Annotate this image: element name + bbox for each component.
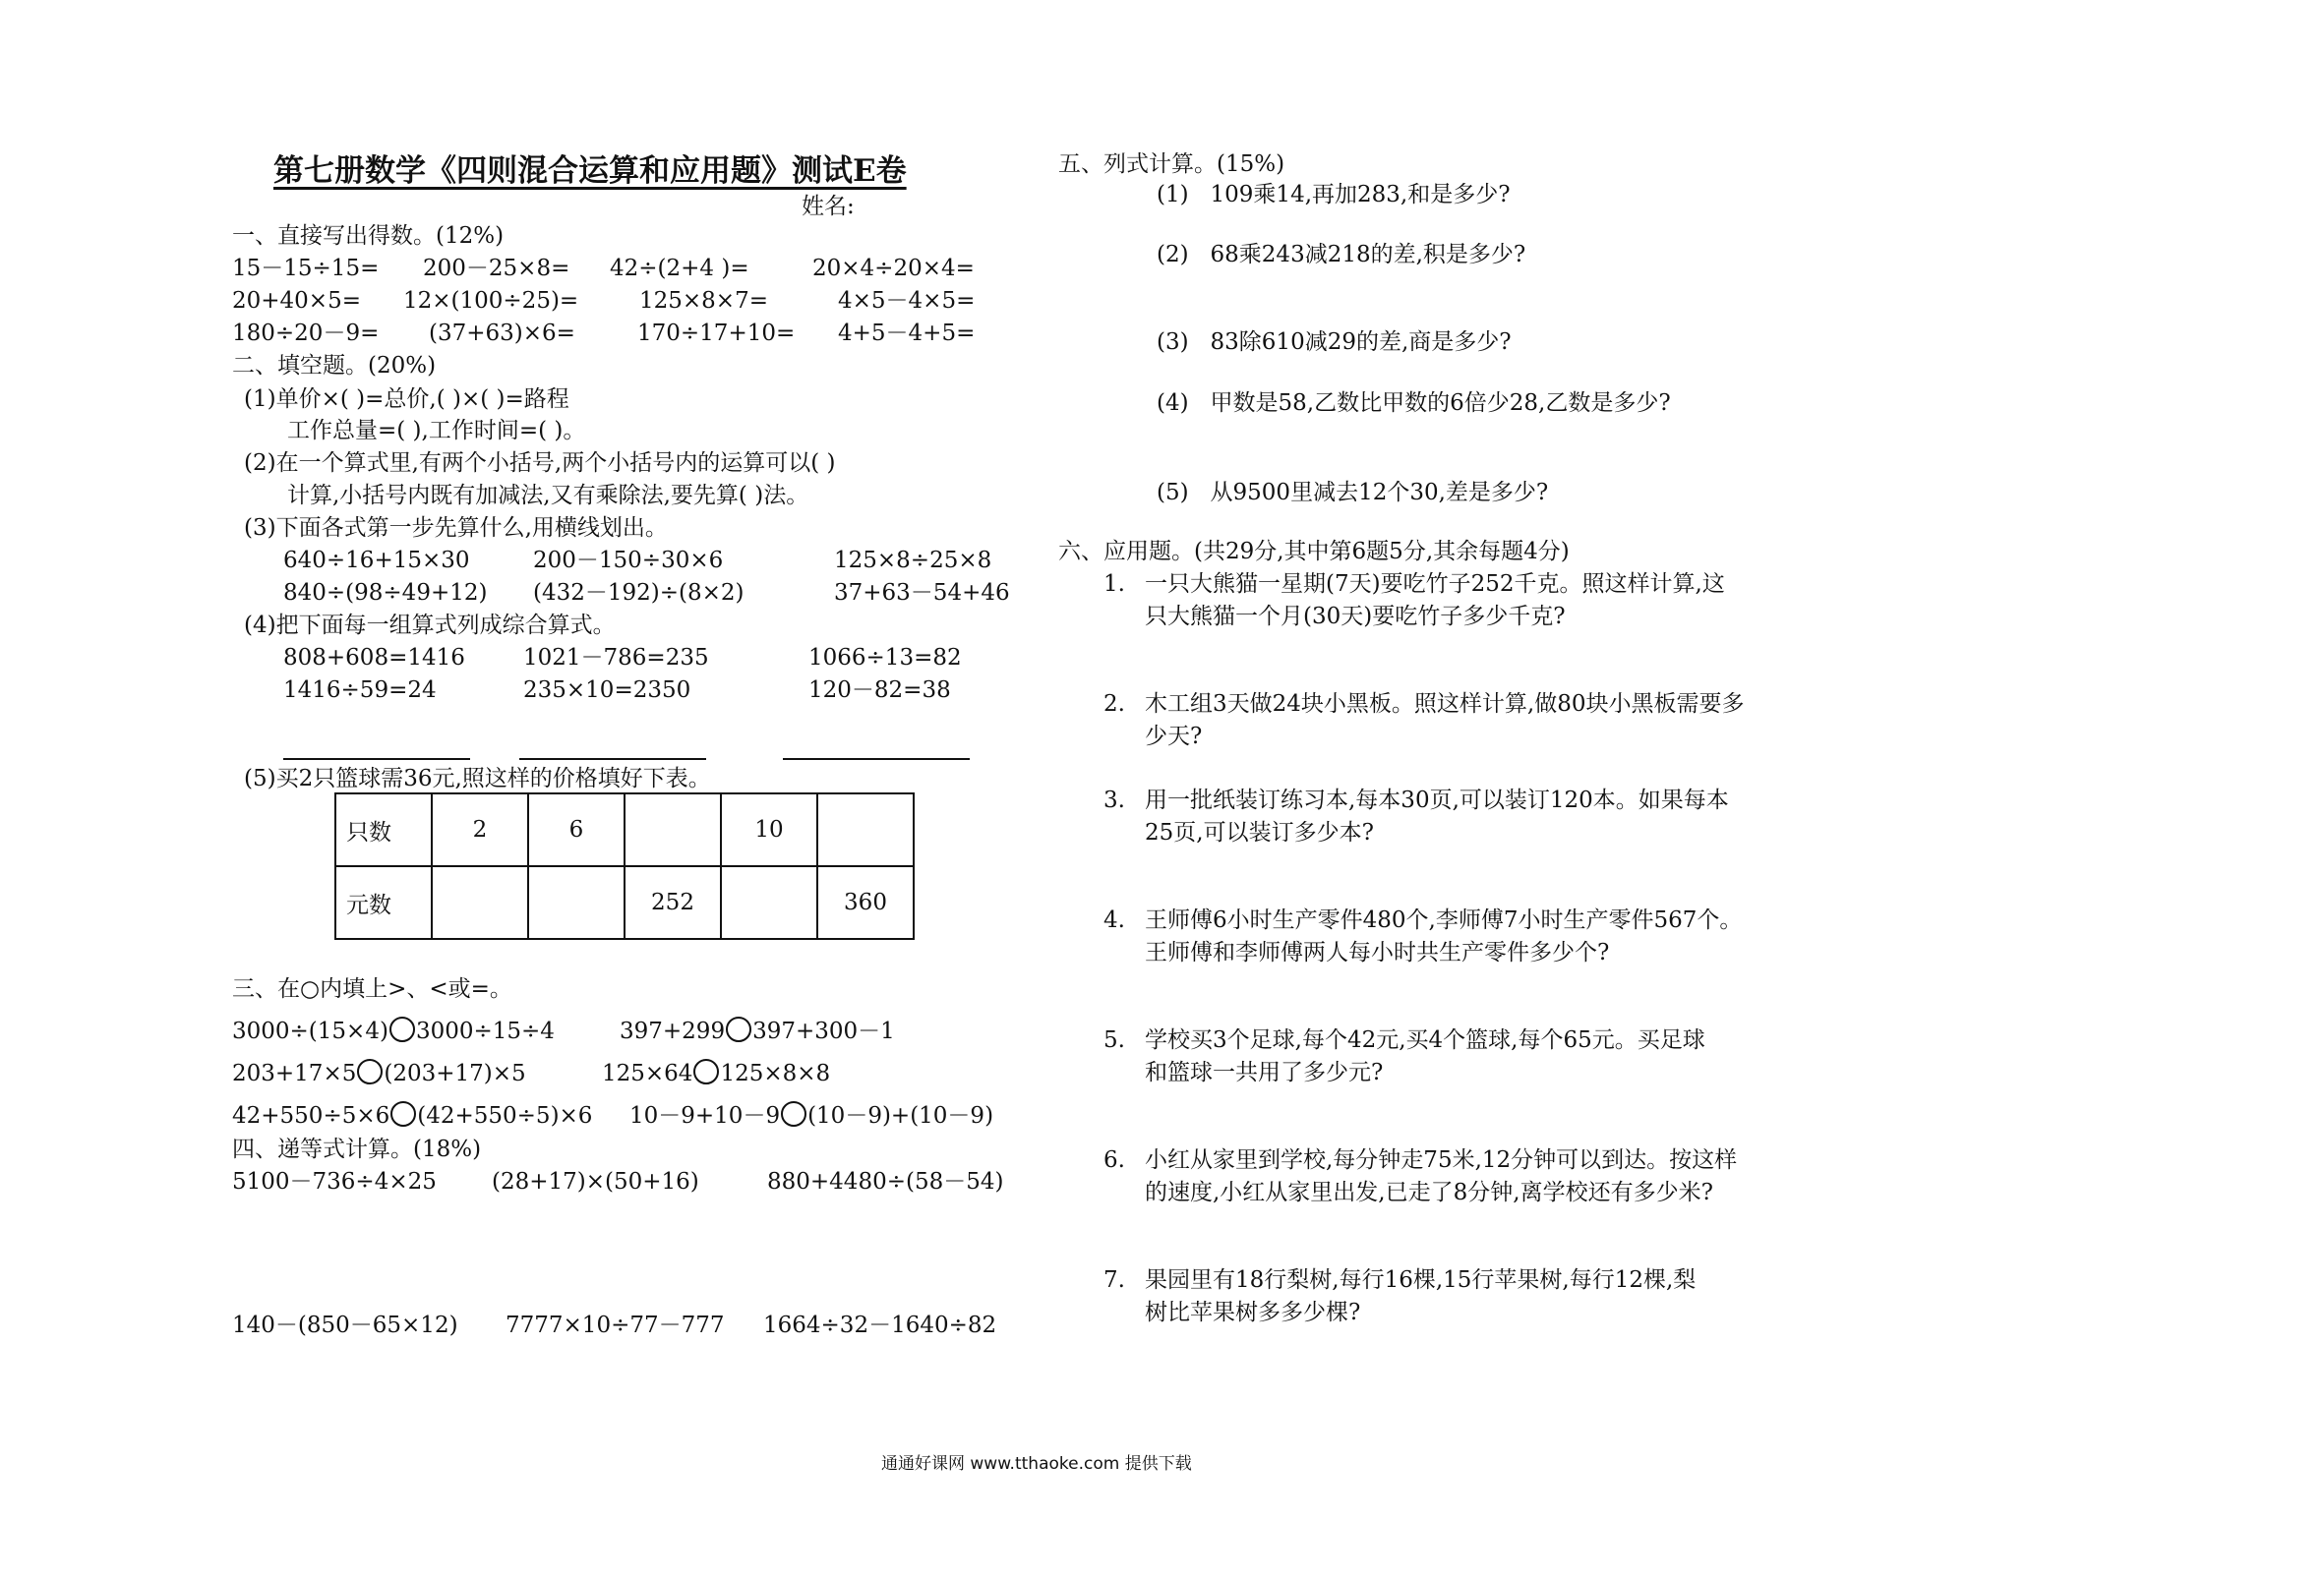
sec2-q4-item: 1416÷59=24 <box>283 677 437 703</box>
item-text: 68乘243减218的差,积是多少? <box>1210 242 1526 267</box>
sec2-q3-item: 125×8÷25×8 <box>834 548 992 573</box>
problem-line: 王师傅和李师傅两人每小时共生产零件多少个? <box>1145 940 1610 965</box>
sec2-q3-heading: (3)下面各式第一步先算什么,用横线划出。 <box>244 515 668 541</box>
sec2-q5-heading: (5)买2只篮球需36元,照这样的价格填好下表。 <box>244 766 711 791</box>
compare-left: 42+550÷5×6 <box>232 1103 390 1129</box>
sec1-item: 200－25×8= <box>423 256 570 281</box>
problem-line: 王师傅6小时生产零件480个,李师傅7小时生产零件567个。 <box>1145 907 1743 933</box>
sec2-q3-item: 37+63－54+46 <box>834 580 1010 606</box>
problem-line: 小红从家里到学校,每分钟走75米,12分钟可以到达。按这样 <box>1145 1147 1738 1173</box>
sec2-q4-item: 120－82=38 <box>808 677 951 703</box>
sec2-q2-line2: 计算,小括号内既有加减法,又有乘除法,要先算( )法。 <box>287 483 809 508</box>
sec1-item: 12×(100÷25)= <box>403 288 579 314</box>
problem-line: 木工组3天做24块小黑板。照这样计算,做80块小黑板需要多 <box>1145 691 1745 717</box>
sec5-item <box>1157 181 1511 208</box>
table-cell <box>432 866 528 939</box>
sec1-item: 4+5－4+5= <box>838 321 976 346</box>
compare-row <box>232 1017 555 1045</box>
compare-left: 203+17×5 <box>232 1061 357 1086</box>
problem-line: 树比苹果树多多少棵? <box>1145 1300 1361 1325</box>
problem-line: 果园里有18行梨树,每行16棵,15行苹果树,每行12棵,梨 <box>1145 1267 1697 1293</box>
sec1-item: 170÷17+10= <box>637 321 796 346</box>
table-cell <box>528 866 625 939</box>
item-number: (1) <box>1157 182 1189 207</box>
footer-source: 通通好课网 www.tthaoke.com 提供下载 <box>881 1454 1192 1474</box>
problem-line: 和篮球一共用了多少元? <box>1145 1060 1384 1085</box>
compare-row <box>602 1059 830 1087</box>
problem-line: 用一批纸装订练习本,每本30页,可以装订120本。如果每本 <box>1145 788 1729 813</box>
sec1-item: 20×4÷20×4= <box>812 256 975 281</box>
compare-row <box>232 1059 526 1087</box>
sec1-item: 15－15÷15= <box>232 256 380 281</box>
price-table <box>334 792 915 940</box>
sec2-q3-item: 640÷16+15×30 <box>283 548 470 573</box>
sec1-item: 4×5－4×5= <box>838 288 976 314</box>
table-cell: 元数 <box>335 866 432 939</box>
problem-line: 只大熊猫一个月(30天)要吃竹子多少千克? <box>1145 604 1566 629</box>
table-cell: 252 <box>625 866 721 939</box>
table-cell: 6 <box>528 793 625 866</box>
sec4-heading: 四、递等式计算。(18%) <box>232 1137 482 1162</box>
item-text: 83除610减29的差,商是多少? <box>1210 329 1512 355</box>
sec4-item: 880+4480÷(58－54) <box>767 1169 1004 1195</box>
sec2-q4-item: 235×10=2350 <box>523 677 691 703</box>
table-cell <box>817 793 914 866</box>
sec4-item: 140－(850－65×12) <box>232 1313 458 1338</box>
item-text: 甲数是58,乙数比甲数的6倍少28,乙数是多少? <box>1210 390 1671 416</box>
answer-blank-line <box>283 758 470 760</box>
sec4-item: (28+17)×(50+16) <box>492 1169 699 1195</box>
table-row <box>335 793 914 866</box>
sec1-item: 20+40×5= <box>232 288 361 314</box>
compare-row <box>232 1101 592 1130</box>
compare-left: 10－9+10－9 <box>629 1103 781 1129</box>
problem-number: 5. <box>1103 1027 1125 1053</box>
table-cell: 360 <box>817 866 914 939</box>
compare-left: 397+299 <box>620 1019 726 1044</box>
compare-right: 3000÷15÷4 <box>415 1019 555 1044</box>
table-cell <box>625 793 721 866</box>
problem-line: 的速度,小红从家里出发,已走了8分钟,离学校还有多少米? <box>1145 1180 1713 1205</box>
sec2-q3-item: 840÷(98÷49+12) <box>283 580 488 606</box>
problem-line: 25页,可以装订多少本? <box>1145 820 1374 846</box>
compare-right: (10－9)+(10－9) <box>807 1103 994 1129</box>
table-row <box>335 866 914 939</box>
problem-line: 学校买3个足球,每个42元,买4个篮球,每个65元。买足球 <box>1145 1027 1705 1053</box>
sec5-heading: 五、列式计算。(15%) <box>1058 151 1285 177</box>
sec4-item: 5100－736÷4×25 <box>232 1169 437 1195</box>
sec4-item: 7777×10÷77－777 <box>506 1313 725 1338</box>
sec2-heading: 二、填空题。(20%) <box>232 353 437 379</box>
sec2-q4-heading: (4)把下面每一组算式列成综合算式。 <box>244 613 616 638</box>
sec2-q4-item: 1021－786=235 <box>523 645 709 671</box>
sec2-q1-line2: 工作总量=( ),工作时间=( )。 <box>287 418 586 443</box>
answer-blank-line <box>783 758 970 760</box>
problem-number: 7. <box>1103 1267 1125 1293</box>
compare-right: 125×8×8 <box>720 1061 831 1086</box>
sec5-item <box>1157 389 1671 417</box>
item-number: (2) <box>1157 242 1189 267</box>
sec1-heading: 一、直接写出得数。(12%) <box>232 223 505 249</box>
compare-left: 3000÷(15×4) <box>232 1019 388 1044</box>
problem-number: 2. <box>1103 691 1125 717</box>
problem-number: 3. <box>1103 788 1125 813</box>
answer-circle[interactable] <box>390 1101 416 1127</box>
problem-number: 1. <box>1103 571 1125 597</box>
answer-circle[interactable] <box>781 1101 806 1127</box>
sec2-q4-item: 1066÷13=82 <box>808 645 962 671</box>
sec1-item: 42÷(2+4 )= <box>610 256 749 281</box>
table-cell <box>721 866 817 939</box>
page-title: 第七册数学《四则混合运算和应用题》测试E卷 <box>273 153 907 189</box>
sec1-item: 125×8×7= <box>639 288 768 314</box>
problem-number: 6. <box>1103 1147 1125 1173</box>
problem-line: 少天? <box>1145 724 1203 749</box>
item-text: 从9500里减去12个30,差是多少? <box>1210 480 1549 505</box>
sec6-heading: 六、应用题。(共29分,其中第6题5分,其余每题4分) <box>1058 539 1570 564</box>
sec2-q2-line1: (2)在一个算式里,有两个小括号,两个小括号内的运算可以( ) <box>244 450 836 476</box>
compare-row <box>629 1101 993 1130</box>
compare-right: 397+300－1 <box>752 1019 895 1044</box>
name-label: 姓名: <box>802 194 855 219</box>
sec2-q4-item: 808+608=1416 <box>283 645 465 671</box>
item-number: (5) <box>1157 480 1189 505</box>
compare-right: (203+17)×5 <box>384 1061 526 1086</box>
answer-circle[interactable] <box>693 1059 719 1084</box>
answer-circle[interactable] <box>726 1017 751 1042</box>
item-number: (4) <box>1157 390 1189 416</box>
sec5-item <box>1157 241 1525 268</box>
sec3-heading: 三、在○内填上>、<或=。 <box>232 976 512 1002</box>
compare-left: 125×64 <box>602 1061 693 1086</box>
answer-circle[interactable] <box>357 1059 383 1084</box>
sec2-q1-line1: (1)单价×( )=总价,( )×( )=路程 <box>244 386 569 412</box>
table-cell: 10 <box>721 793 817 866</box>
sec1-item: 180÷20－9= <box>232 321 380 346</box>
sec5-item <box>1157 328 1512 356</box>
sec2-q3-item: 200－150÷30×6 <box>533 548 724 573</box>
item-text: 109乘14,再加283,和是多少? <box>1210 182 1511 207</box>
answer-blank-line <box>519 758 706 760</box>
table-cell: 只数 <box>335 793 432 866</box>
sec4-item: 1664÷32－1640÷82 <box>763 1313 997 1338</box>
table-cell: 2 <box>432 793 528 866</box>
problem-number: 4. <box>1103 907 1125 933</box>
compare-right: (42+550÷5)×6 <box>417 1103 593 1129</box>
compare-row <box>620 1017 895 1045</box>
answer-circle[interactable] <box>389 1017 415 1042</box>
sec5-item <box>1157 479 1548 506</box>
item-number: (3) <box>1157 329 1189 355</box>
sec2-q3-item: (432－192)÷(8×2) <box>533 580 745 606</box>
problem-line: 一只大熊猫一星期(7天)要吃竹子252千克。照这样计算,这 <box>1145 571 1725 597</box>
sec1-item: (37+63)×6= <box>429 321 575 346</box>
